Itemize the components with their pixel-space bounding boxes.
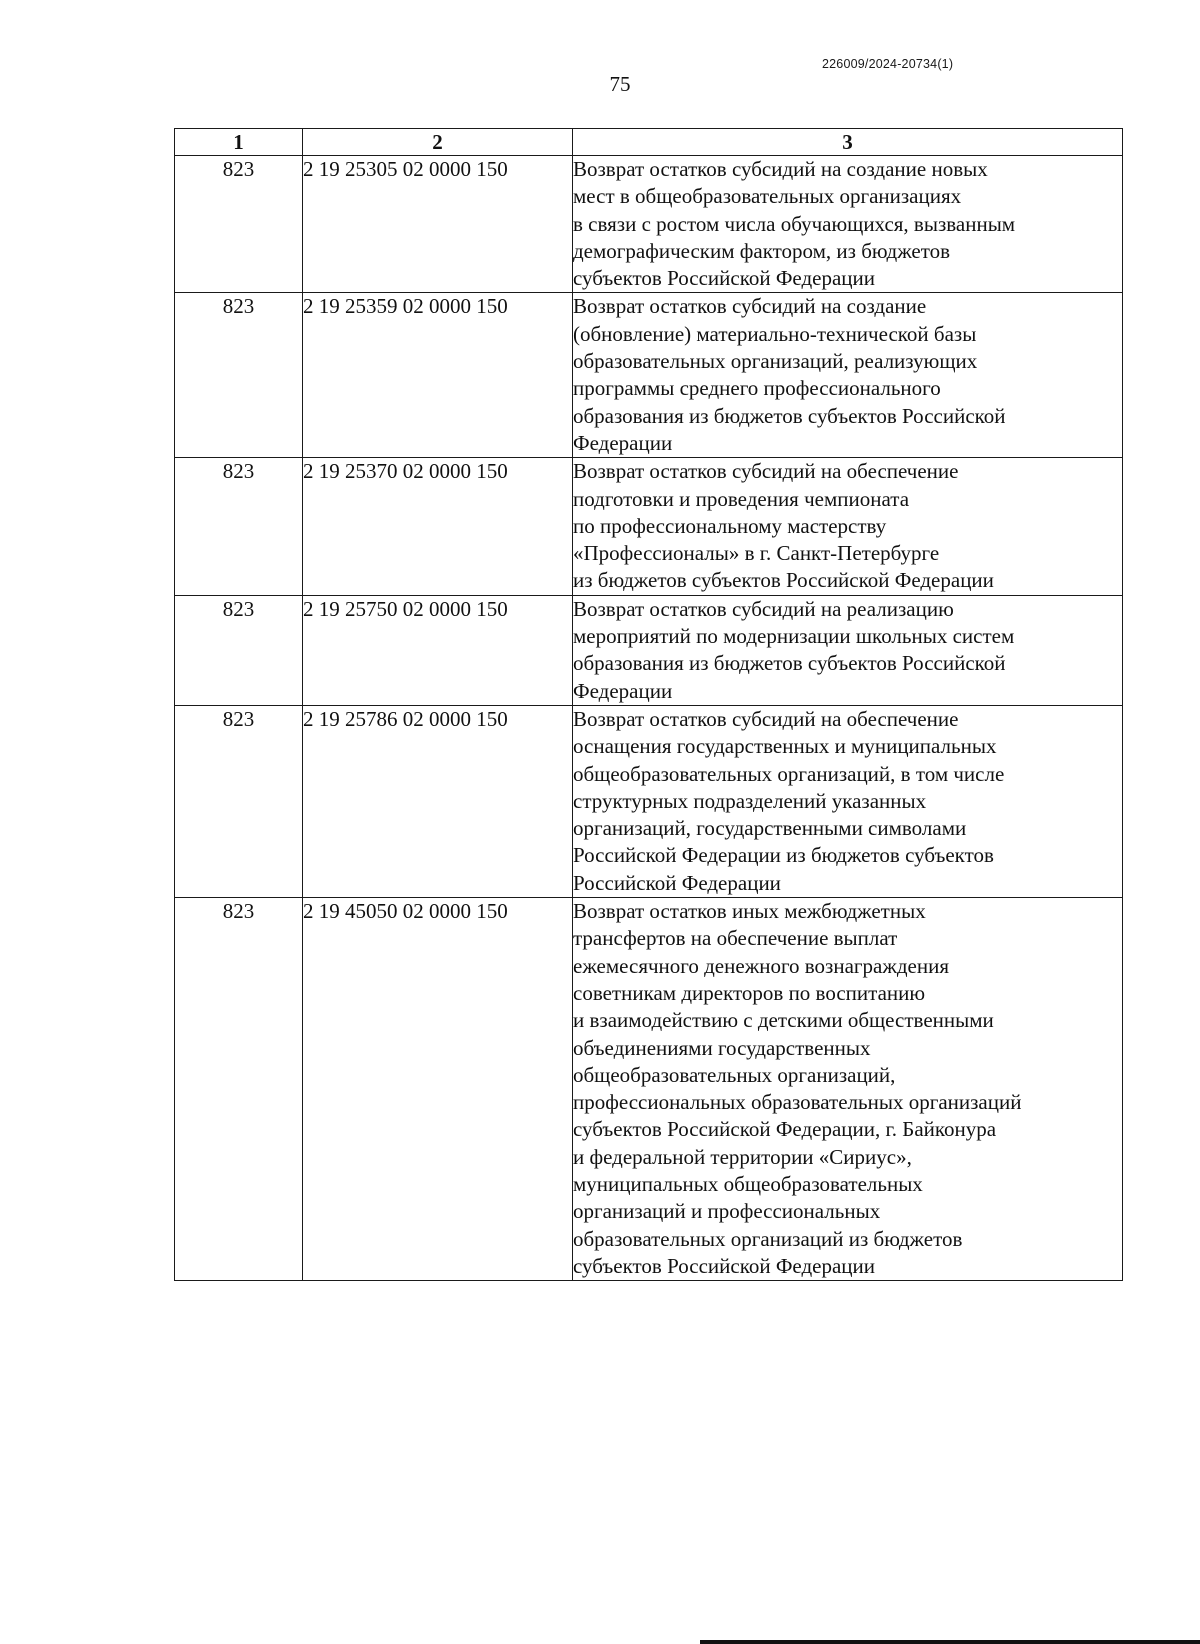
income-name-cell [573,156,1123,293]
income-name-cell [573,595,1123,705]
table-row [175,458,1123,595]
income-name-line: и взаимодействию с детскими общественными [573,1008,994,1033]
income-name-line: организаций, государственными символами [573,816,967,841]
budget-code-cell: 2 19 25750 02 0000 150 [303,595,573,705]
income-name-line: общеобразовательных организаций, [573,1062,896,1087]
income-name-line: ежемесячного денежного вознаграждения [573,953,949,978]
income-name-line: образования из бюджетов субъектов Российской [573,403,1006,428]
admin-code-cell: 823 [175,595,303,705]
column-header-1: 1 [175,129,303,156]
admin-code-cell: 823 [175,705,303,897]
income-name-line: субъектов Российской Федерации, г. Байконура [573,1117,997,1142]
income-name-line: образовательных организаций, реализующих [573,349,978,374]
income-name-line: структурных подразделений указанных [573,788,927,813]
admin-code-cell: 823 [175,156,303,293]
table-row [175,898,1123,1281]
income-name-line: «Профессионалы» в г. Санкт-Петербурге [573,541,940,566]
income-name-line: советникам директоров по воспитанию [573,980,926,1005]
income-name-line: Возврат остатков субсидий на создание [573,294,927,319]
income-name-line: Возврат остатков субсидий на обеспечение [573,459,959,484]
budget-code-cell: 2 19 45050 02 0000 150 [303,898,573,1281]
income-name-line: субъектов Российской Федерации [573,1253,876,1278]
income-name-line: муниципальных общеобразовательных [573,1171,923,1196]
page-number: 75 [609,72,631,96]
income-name-line: Российской Федерации из бюджетов субъектов [573,843,994,868]
income-name-line: общеобразовательных организаций, в том числе [573,761,1005,786]
income-name-line: в связи с ростом числа обучающихся, вызванным [573,211,1016,236]
income-name-line: организаций и профессиональных [573,1199,881,1224]
income-name-cell [573,293,1123,458]
income-name-cell [573,705,1123,897]
scan-edge-line [700,1640,1200,1644]
income-name-line: Возврат остатков субсидий на реализацию [573,596,954,621]
table-row [175,705,1123,897]
admin-code-cell: 823 [175,293,303,458]
admin-code-cell: 823 [175,458,303,595]
table-row [175,595,1123,705]
document-registration-number: 226009/2024-20734(1) [822,57,954,71]
income-name-line: Возврат остатков иных межбюджетных [573,899,926,924]
income-name-cell [573,898,1123,1281]
income-name-line: субъектов Российской Федерации [573,266,876,291]
income-name-line: Федерации [573,678,673,703]
income-name-line: образовательных организаций из бюджетов [573,1226,963,1251]
income-name-line: (обновление) материально-технической базы [573,321,977,346]
column-header-2: 2 [303,129,573,156]
income-name-line: оснащения государственных и муниципальных [573,734,997,759]
budget-code-cell: 2 19 25359 02 0000 150 [303,293,573,458]
income-name-line: объединениями государственных [573,1035,871,1060]
income-name-cell [573,458,1123,595]
income-name-line: подготовки и проведения чемпионата [573,486,910,511]
income-name-line: демографическим фактором, из бюджетов [573,238,951,263]
income-name-line: мест в общеобразовательных организациях [573,184,962,209]
table-row [175,156,1123,293]
table-row [175,293,1123,458]
income-name-line: образования из бюджетов субъектов Российской [573,651,1006,676]
income-name-line: Возврат остатков субсидий на обеспечение [573,706,959,731]
table-body [175,156,1123,1281]
column-header-3: 3 [573,129,1123,156]
budget-classification-table [174,128,1123,1281]
budget-code-cell: 2 19 25305 02 0000 150 [303,156,573,293]
budget-code-cell: 2 19 25786 02 0000 150 [303,705,573,897]
income-name-line: программы среднего профессионального [573,376,941,401]
income-name-line: Федерации [573,430,673,455]
income-name-line: Российской Федерации [573,870,781,895]
budget-code-cell: 2 19 25370 02 0000 150 [303,458,573,595]
income-name-line: мероприятий по модернизации школьных систем [573,624,1015,649]
income-name-line: профессиональных образовательных организаций [573,1090,1022,1115]
admin-code-cell: 823 [175,898,303,1281]
income-name-line: Возврат остатков субсидий на создание новых [573,157,988,181]
income-name-line: по профессиональному мастерству [573,513,887,538]
income-name-line: трансфертов на обеспечение выплат [573,926,898,951]
income-name-line: и федеральной территории «Сириус», [573,1144,912,1169]
income-name-line: из бюджетов субъектов Российской Федерации [573,568,994,593]
table-header-row [175,129,1123,156]
